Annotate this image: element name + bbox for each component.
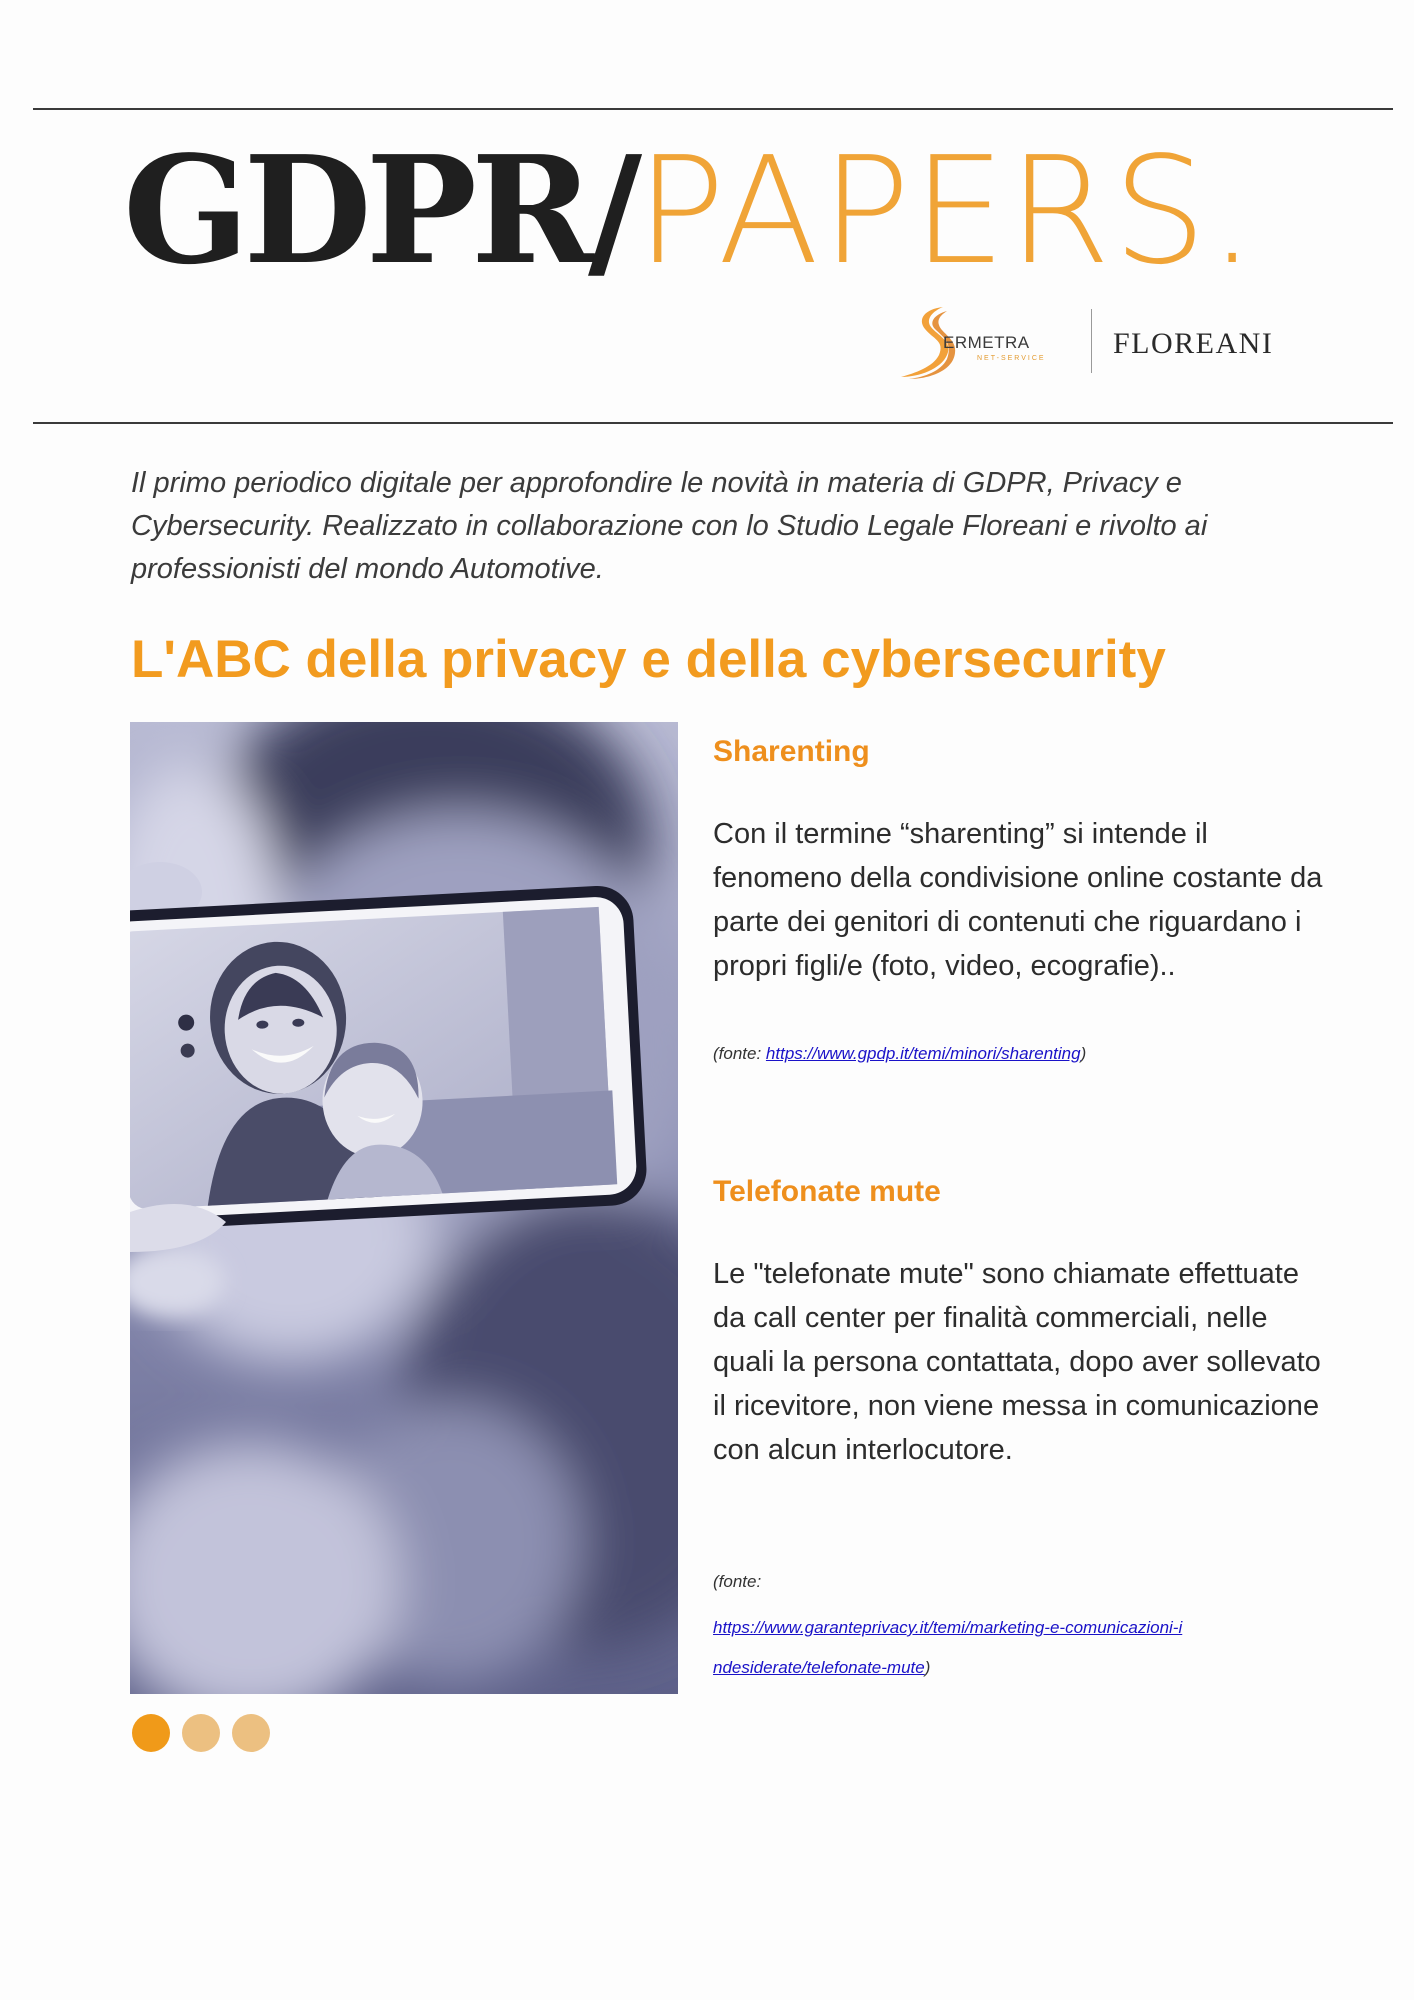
source-suffix: ) — [1080, 1044, 1087, 1063]
top-divider — [33, 108, 1393, 110]
source-suffix: ) — [924, 1658, 931, 1677]
sermetra-logo-subtext: NET-SERVICE — [977, 355, 1046, 362]
header-divider — [33, 422, 1393, 424]
sermetra-logo-text: ERMETRA — [943, 333, 1030, 352]
pagination-dot[interactable] — [232, 1714, 270, 1752]
source-telefonate-line1 — [713, 1618, 1182, 1638]
source-label-telefonate: (fonte: — [713, 1572, 762, 1591]
pagination-dot[interactable] — [182, 1714, 220, 1752]
intro-text: Il primo periodico digitale per approfondire le novità in materia di GDPR, Privacy e Cybersecurity. Realizzato in collaborazione con lo Studio Legale Floreani e rivolto ai professionisti del mondo Automotive. — [131, 467, 1208, 585]
masthead-thin: PAPERS. — [636, 125, 1258, 297]
body-sharenting: Con il termine “sharenting” si intende il fenomeno della condivisione online costante da parte dei genitori di contenuti che riguardano i propri figli/e (foto, video, ecografie).. — [713, 818, 1323, 982]
pagination-dot-active[interactable] — [132, 1714, 170, 1752]
partner-logos — [895, 303, 1305, 383]
floreani-logo: FLOREANI — [1113, 327, 1274, 360]
source-link-telefonate-part2[interactable]: ndesiderate/telefonate-mute — [713, 1658, 925, 1677]
logo-divider — [1091, 309, 1092, 373]
selfie-photo — [130, 722, 678, 1694]
masthead-bold: GDPR/ — [123, 123, 637, 297]
source-link-sharenting[interactable]: https://www.gpdp.it/temi/minori/sharenting — [765, 1044, 1081, 1063]
masthead-logo — [123, 123, 1258, 297]
source-link-telefonate-part1[interactable]: https://www.garanteprivacy.it/temi/marketing-e-comunicazioni-i — [713, 1618, 1183, 1637]
section-title: L'ABC della privacy e della cybersecurity — [131, 630, 1166, 689]
heading-telefonate-mute: Telefonate mute — [713, 1175, 941, 1208]
source-sharenting — [713, 1044, 1086, 1064]
source-prefix: (fonte: — [713, 1044, 766, 1063]
heading-sharenting: Sharenting — [713, 735, 870, 768]
selfie-illustration — [130, 722, 678, 1694]
body-telefonate-mute: Le "telefonate mute" sono chiamate effettuate da call center per finalità commerciali, nelle quali la persona contattata, dopo aver sollevato il ricevitore, non viene messa in comunicazione con alcun interlocutore. — [713, 1258, 1321, 1466]
source-telefonate-line2 — [713, 1658, 930, 1678]
